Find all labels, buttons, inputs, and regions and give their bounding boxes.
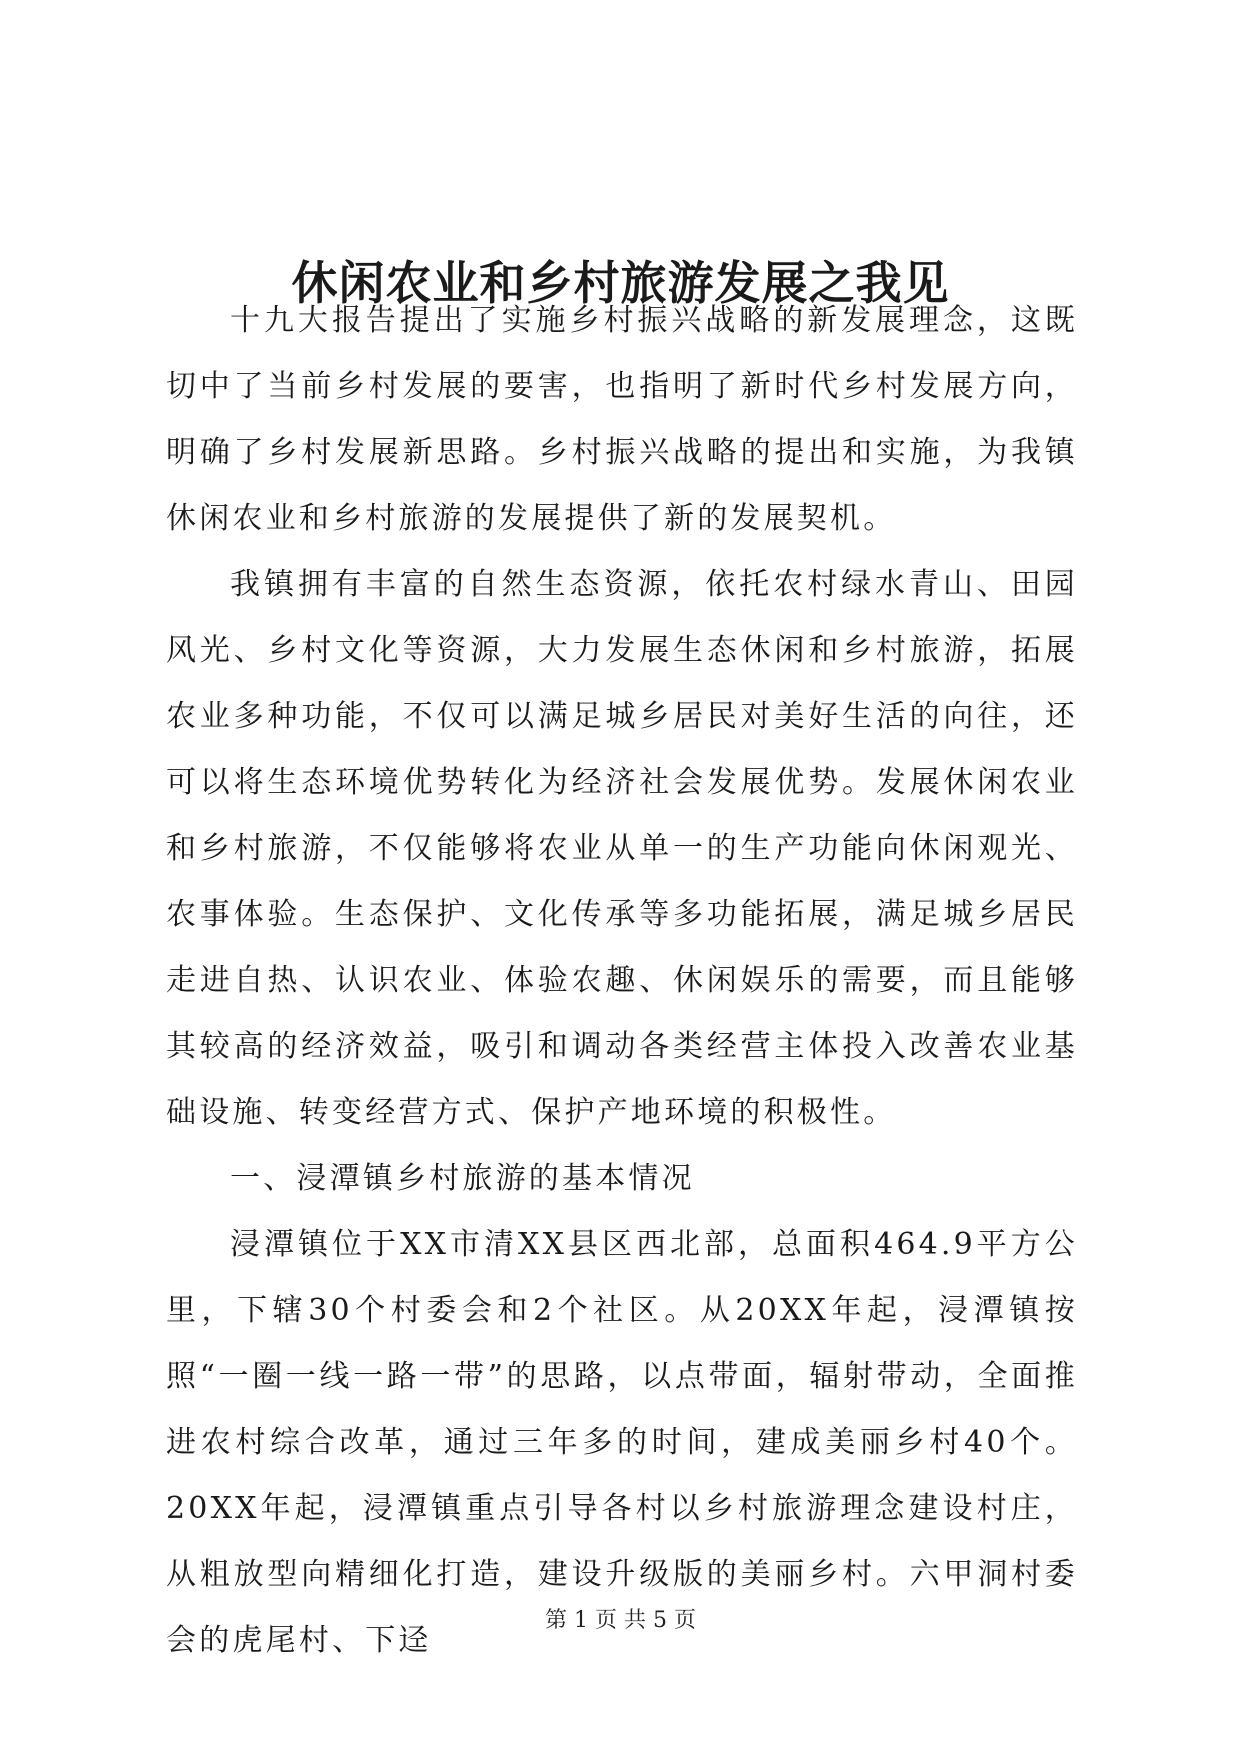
paragraph-intro: 十九大报告提出了实施乡村振兴战略的新发展理念，这既切中了当前乡村发展的要害，也指明了新时代乡村发展方向，明确了乡村发展新思路。乡村振兴战略的提出和实施，为我镇休闲农业和乡村旅游的发展提供了新的发展契机。 — [166, 303, 1078, 536]
paragraph-basic-situation: 浸潭镇位于XX市清XX县区西北部，总面积464.9平方公里，下辖30个村委会和2个社区。从20XX年起，浸潭镇按照“一圈一线一路一带”的思路，以点带面，辐射带动，全面推进农村综合改革，通过三年多的时间，建成美丽乡村40个。20XX年起，浸潭镇重点引导各村以乡村旅游理念建设村庄，从粗放型向精细化打造，建设升级版的美丽乡村。六甲洞村委会的虎尾村、下迳 — [166, 1227, 1078, 1658]
paragraph-resources: 我镇拥有丰富的自然生态资源，依托农村绿水青山、田园风光、乡村文化等资源，大力发展生态休闲和乡村旅游，拓展农业多种功能，不仅可以满足城乡居民对美好生活的向往，还可以将生态环境优势转化为经济社会发展优势。发展休闲农业和乡村旅游，不仅能够将农业从单一的生产功能向休闲观光、农事体验。生态保护、文化传承等多功能拓展，满足城乡居民走进自热、认识农业、体验农趣、休闲娱乐的需要，而且能够其较高的经济效益，吸引和调动各类经营主体投入改善农业基础设施、转变经营方式、保护产地环境的积极性。 — [166, 567, 1078, 1130]
page-number-footer: 第 1 页 共 5 页 — [545, 1608, 696, 1633]
document-title: 休闲农业和乡村旅游发展之我见 — [291, 255, 950, 310]
section-heading-basic-situation: 一、浸潭镇乡村旅游的基本情况 — [230, 1161, 695, 1196]
document-body — [166, 288, 1078, 1674]
